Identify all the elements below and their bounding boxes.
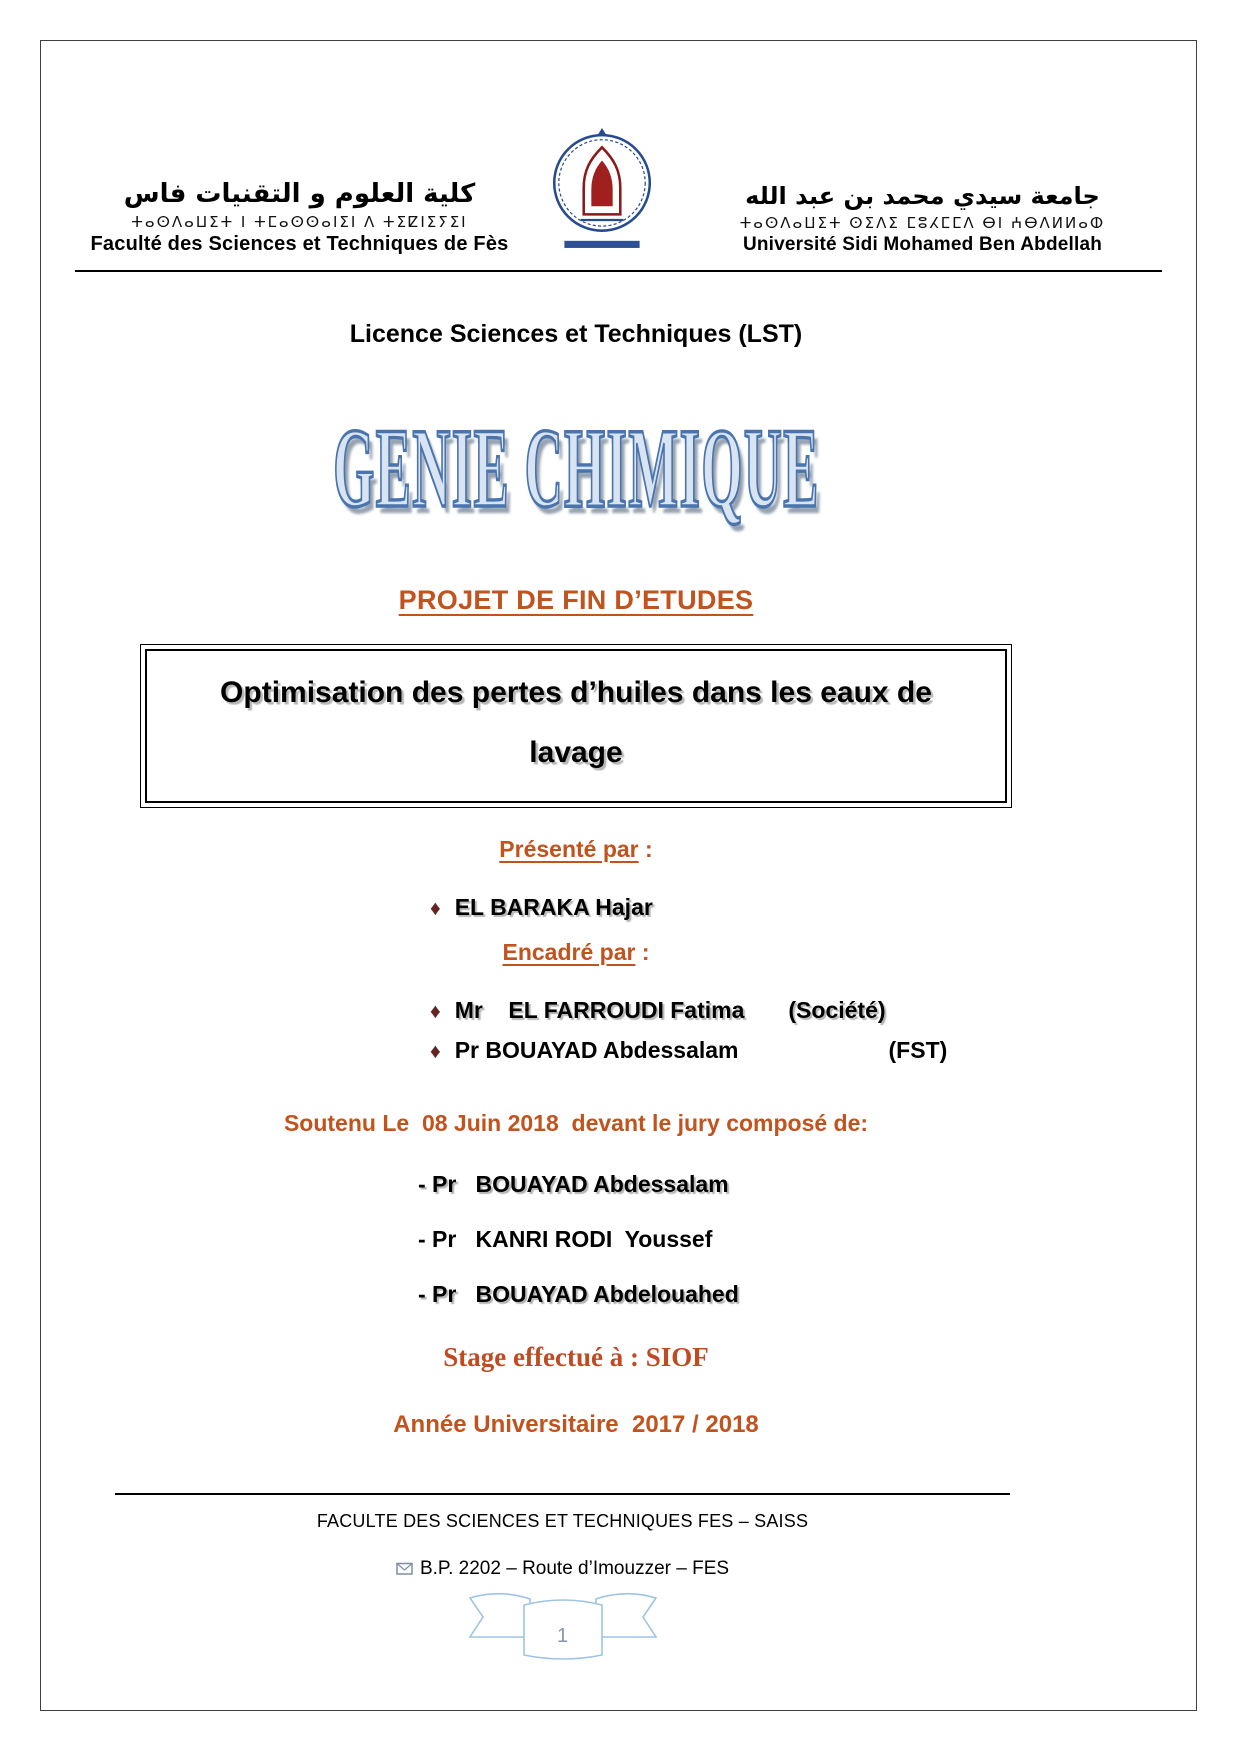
degree-line: Licence Sciences et Techniques (LST) bbox=[349, 320, 803, 348]
presented-by-colon: : bbox=[638, 836, 653, 862]
diamond-bullet-icon: ♦ bbox=[430, 1000, 441, 1023]
diamond-bullet-icon: ♦ bbox=[430, 1040, 441, 1063]
cover-content bbox=[41, 320, 1196, 1439]
diamond-bullet-icon: ♦ bbox=[430, 897, 441, 920]
faculty-name-french: Faculté des Sciences et Techniques de Fès bbox=[90, 233, 509, 255]
program-title: GENIE CHIMIQUE bbox=[332, 406, 820, 532]
supervised-by-heading bbox=[41, 939, 1111, 966]
footer-address-line bbox=[115, 1558, 1010, 1581]
thesis-title-box bbox=[140, 644, 1012, 808]
supervisor-name: Mr EL FARROUDI Fatima bbox=[454, 997, 745, 1023]
jury-member: - Pr BOUAYAD Abdelouahed bbox=[418, 1281, 739, 1307]
supervisor-item bbox=[430, 1034, 1111, 1068]
page-border bbox=[40, 40, 1197, 1711]
student-item bbox=[430, 891, 1111, 925]
supervisor-item bbox=[430, 994, 1111, 1028]
jury-list bbox=[41, 1171, 1111, 1308]
university-name-tifinagh: ⵜⴰⵙⴷⴰⵡⵉⵜ ⵙⵉⴷⵉ ⵎⵓⵃⵎⵎⴷ ⴱⵏ ⵄⴱⴷⵍⵍⴰⵀ bbox=[739, 214, 1106, 232]
supervisor-name: Pr BOUAYAD Abdessalam bbox=[454, 1037, 739, 1063]
university-logo bbox=[549, 127, 659, 256]
thesis-title-line2: lavage bbox=[529, 736, 623, 769]
header-divider bbox=[75, 270, 1162, 272]
defense-intro-line: Soutenu Le 08 Juin 2018 devant le jury composé de: bbox=[283, 1110, 869, 1136]
internship-line: Stage effectué à : SIOF bbox=[443, 1342, 709, 1372]
supervised-by-colon: : bbox=[635, 939, 650, 965]
faculty-block bbox=[65, 178, 535, 257]
university-block bbox=[673, 181, 1173, 256]
institution-header bbox=[41, 41, 1196, 260]
footer-address-text: B.P. 2202 – Route d’Imouzzer – FES bbox=[419, 1558, 730, 1579]
faculty-name-tifinagh: ⵜⴰⵙⴷⴰⵡⵉⵜ ⵏ ⵜⵎⴰⵙⵙⴰⵏⵉⵏ ⴷ ⵜⵉⵇⵏⵉⵢⵉⵏ bbox=[131, 213, 468, 231]
students-list bbox=[41, 891, 1111, 925]
page-footer bbox=[115, 1493, 1010, 1665]
page-number-ribbon bbox=[458, 1585, 668, 1665]
university-name-arabic: جامعة سيدي محمد بن عبد الله bbox=[745, 182, 1100, 210]
supervisors-list bbox=[41, 994, 1111, 1068]
report-type-heading: PROJET DE FIN D’ETUDES bbox=[398, 585, 754, 615]
supervised-by-label: Encadré par bbox=[502, 939, 636, 965]
university-name-french: Université Sidi Mohamed Ben Abdellah bbox=[742, 234, 1103, 255]
mail-icon bbox=[396, 1559, 413, 1581]
supervisor-affiliation: (Société) bbox=[788, 997, 886, 1023]
jury-member: - Pr KANRI RODI Youssef bbox=[418, 1226, 713, 1252]
page-number: 1 bbox=[556, 1625, 569, 1647]
presented-by-heading bbox=[41, 836, 1111, 863]
jury-member: - Pr BOUAYAD Abdessalam bbox=[418, 1171, 729, 1197]
student-name: EL BARAKA Hajar bbox=[454, 894, 653, 920]
university-emblem-icon bbox=[549, 127, 655, 251]
footer-institution-line: FACULTE DES SCIENCES ET TECHNIQUES FES – SAISS bbox=[316, 1511, 809, 1531]
thesis-title bbox=[145, 649, 1007, 803]
faculty-name-arabic: كلية العلوم و التقنيات فاس bbox=[123, 178, 476, 209]
academic-year-line: Année Universitaire 2017 / 2018 bbox=[393, 1411, 759, 1438]
thesis-title-line1: Optimisation des pertes d’huiles dans les eaux de bbox=[220, 676, 932, 709]
presented-by-label: Présenté par bbox=[499, 836, 639, 862]
supervisor-affiliation: (FST) bbox=[888, 1037, 948, 1063]
program-title-wrap bbox=[41, 406, 1111, 532]
